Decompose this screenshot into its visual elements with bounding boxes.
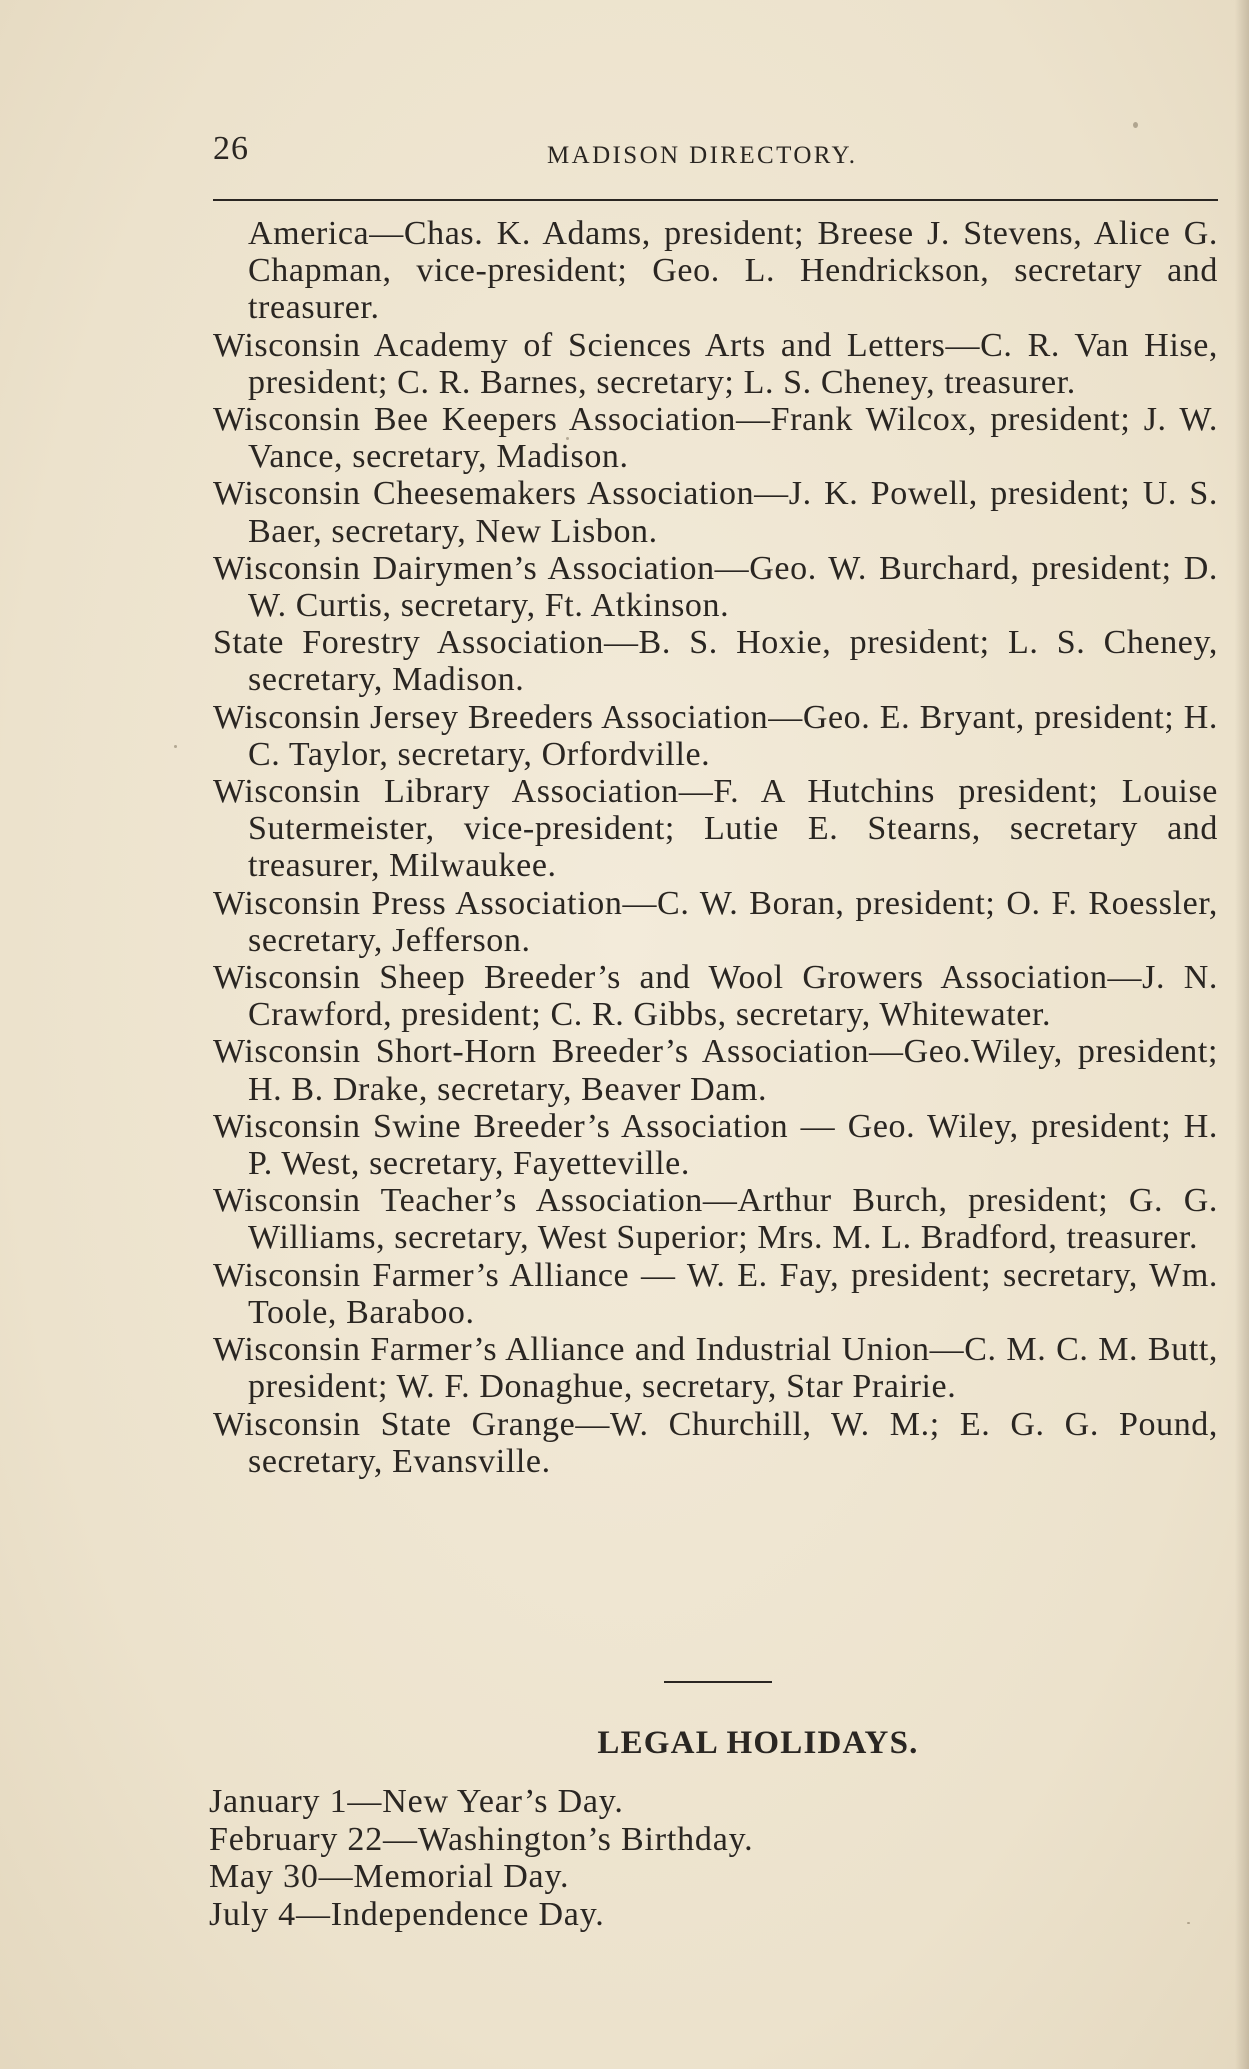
association-entry: Wisconsin State Grange—W. Churchill, W. M.; E. G. G. Pound, secretary, Evansville. (213, 1405, 1218, 1480)
association-entry: Wisconsin Academy of Sciences Arts and Letters—C. R. Van Hise, president; C. R. Barnes, secretary; L. S. Cheney, treasurer. (213, 326, 1218, 401)
association-entry: Wisconsin Farmer’s Alliance and Industrial Union—C. M. C. M. Butt, president; W. F. Donaghue, secretary, Star Prairie. (213, 1331, 1218, 1406)
paper-speck (174, 745, 177, 748)
association-entry: America—Chas. K. Adams, president; Breese J. Stevens, Alice G. Chapman, vice-president; Geo. L. Hendrickson, secretary and treasurer. (248, 215, 1218, 327)
association-entry: Wisconsin Bee Keepers Association—Frank Wilcox, president; J. W. Vance, secretary, Madison. (213, 401, 1218, 476)
page-header (213, 130, 1218, 180)
association-entry: Wisconsin Jersey Breeders Association—Geo. E. Bryant, president; H. C. Taylor, secretary, Orfordville. (213, 698, 1218, 773)
association-entry: Wisconsin Sheep Breeder’s and Wool Growers Association—J. N. Crawford, president; C. R. Gibbs, secretary, Whitewater. (213, 959, 1218, 1034)
association-list (213, 215, 1218, 1480)
holiday-item: February 22—Washington’s Birthday. (209, 1820, 754, 1858)
paper-speck (566, 437, 569, 440)
page-number: 26 (213, 130, 249, 167)
page-edge-shadow (1235, 0, 1249, 2069)
section-title: LEGAL HOLIDAYS. (597, 1725, 919, 1761)
paper-speck (1133, 122, 1138, 128)
holiday-item: May 30—Memorial Day. (209, 1858, 570, 1895)
paper-speck (1187, 1922, 1190, 1924)
holiday-list (209, 1783, 1214, 1933)
association-entry: Wisconsin Dairymen’s Association—Geo. W. Burchard, president; D. W. Curtis, secretary, Ft. Atkinson. (213, 549, 1218, 625)
holiday-item: January 1—New Year’s Day. (209, 1783, 624, 1820)
association-entry: Wisconsin Teacher’s Association—Arthur Burch, president; G. G. Williams, secretary, West Superior; Mrs. M. L. Bradford, treasurer. (213, 1182, 1218, 1257)
association-entry: Wisconsin Cheesemakers Association—J. K. Powell, president; U. S. Baer, secretary, New Lisbon. (213, 475, 1218, 550)
header-rule (213, 199, 1218, 201)
association-entry: Wisconsin Swine Breeder’s Association — Geo. Wiley, president; H. P. West, secretary, Fayetteville. (213, 1107, 1218, 1183)
association-entry: State Forestry Association—B. S. Hoxie, president; L. S. Cheney, secretary, Madison. (213, 624, 1218, 699)
association-entry: Wisconsin Short-Horn Breeder’s Association—Geo.Wiley, president; H. B. Drake, secretary, Beaver Dam. (213, 1033, 1218, 1108)
association-entry: Wisconsin Library Association—F. A Hutchins president; Louise Sutermeister, vice-president; Lutie E. Stearns, secretary and treasurer, Milwaukee. (213, 773, 1218, 885)
running-head: MADISON DIRECTORY. (547, 142, 858, 169)
section-divider (664, 1681, 772, 1683)
holiday-item: July 4—Independence Day. (209, 1895, 605, 1933)
association-entry: Wisconsin Farmer’s Alliance — W. E. Fay, president; secretary, Wm. Toole, Baraboo. (213, 1256, 1218, 1331)
association-entry: Wisconsin Press Association—C. W. Boran, president; O. F. Roessler, secretary, Jefferson. (213, 884, 1218, 959)
